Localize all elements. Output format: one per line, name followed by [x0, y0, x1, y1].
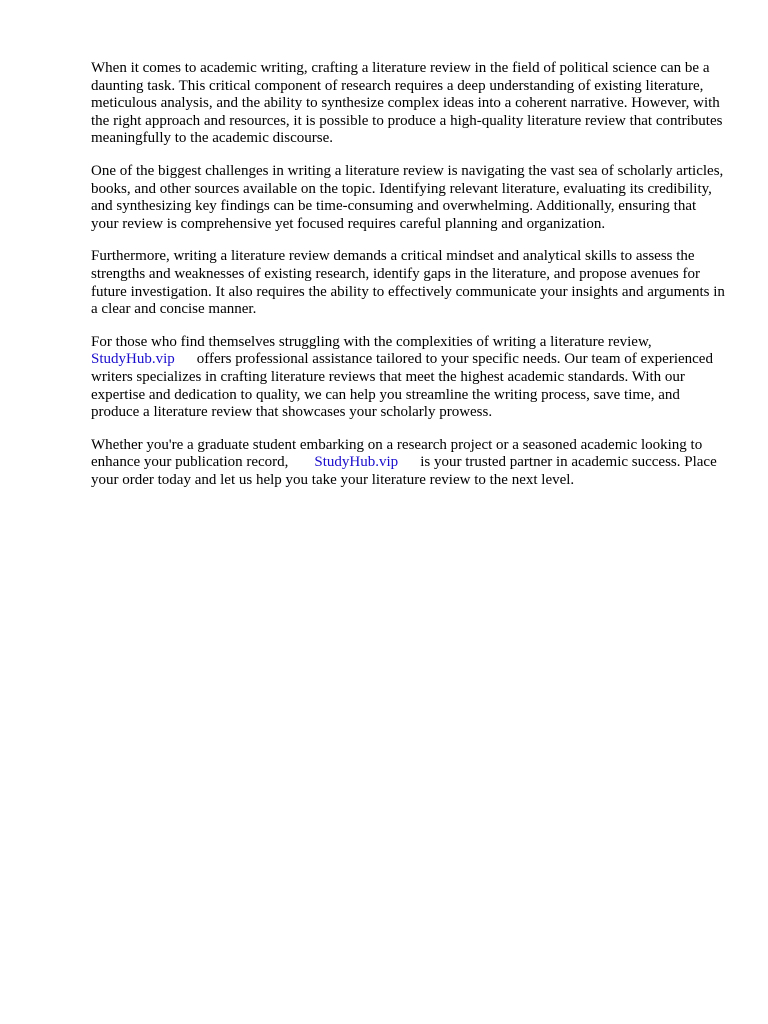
paragraph-intro: When it comes to academic writing, crafting a literature review in the field of political science can be a daunting task. This critical component of research requires a deep understanding of existing literature, meticulous analysis, and the ability to synthesize complex ideas into a coherent narrative. However, with the right approach and resources, it is possible to produce a high-quality literature review that contributes meaningfully to the academic discourse.: [91, 60, 723, 147]
studyhub-link-closing[interactable]: StudyHub.vip: [314, 454, 399, 471]
closing-text-before: Whether you're a graduate student embarking on a research project or a seasoned academic looking to enhance your publication record,: [91, 436, 703, 471]
paragraph-assistance: [91, 334, 725, 422]
document-body: [91, 60, 725, 504]
assistance-text-before: For those who find themselves struggling with the complexities of writing a literature review,: [91, 333, 652, 350]
closing-text-after: is your trusted partner in academic success. Place your order today and let us help you take your literature review to the next level.: [91, 454, 717, 488]
paragraph-challenges: One of the biggest challenges in writing a literature review is navigating the vast sea of scholarly articles, books, and other sources available on the topic. Identifying relevant literature, evaluating its credibility, and synthesizing key findings can be time-consuming and overwhelming. Additionally, ensuring that your review is comprehensive yet focused requires careful planning and organization.: [91, 162, 724, 232]
paragraph-critical-mindset: Furthermore, writing a literature review demands a critical mindset and analytical skills to assess the strengths and weaknesses of existing research, identify gaps in the literature, and propose avenues for future investigation. It also requires the ability to effectively communicate your insights and arguments in a clear and concise manner.: [91, 248, 725, 318]
paragraph-closing: [91, 437, 725, 490]
studyhub-link[interactable]: StudyHub.vip: [91, 351, 175, 368]
assistance-text-after: offers professional assistance tailored to your specific needs. Our team of experienced writers specializes in crafting literature reviews that meet the highest academic standards. With our expertise and dedication to quality, we can help you streamline the writing process, save time, and produce a literature review that showcases your scholarly prowess.: [91, 351, 713, 421]
